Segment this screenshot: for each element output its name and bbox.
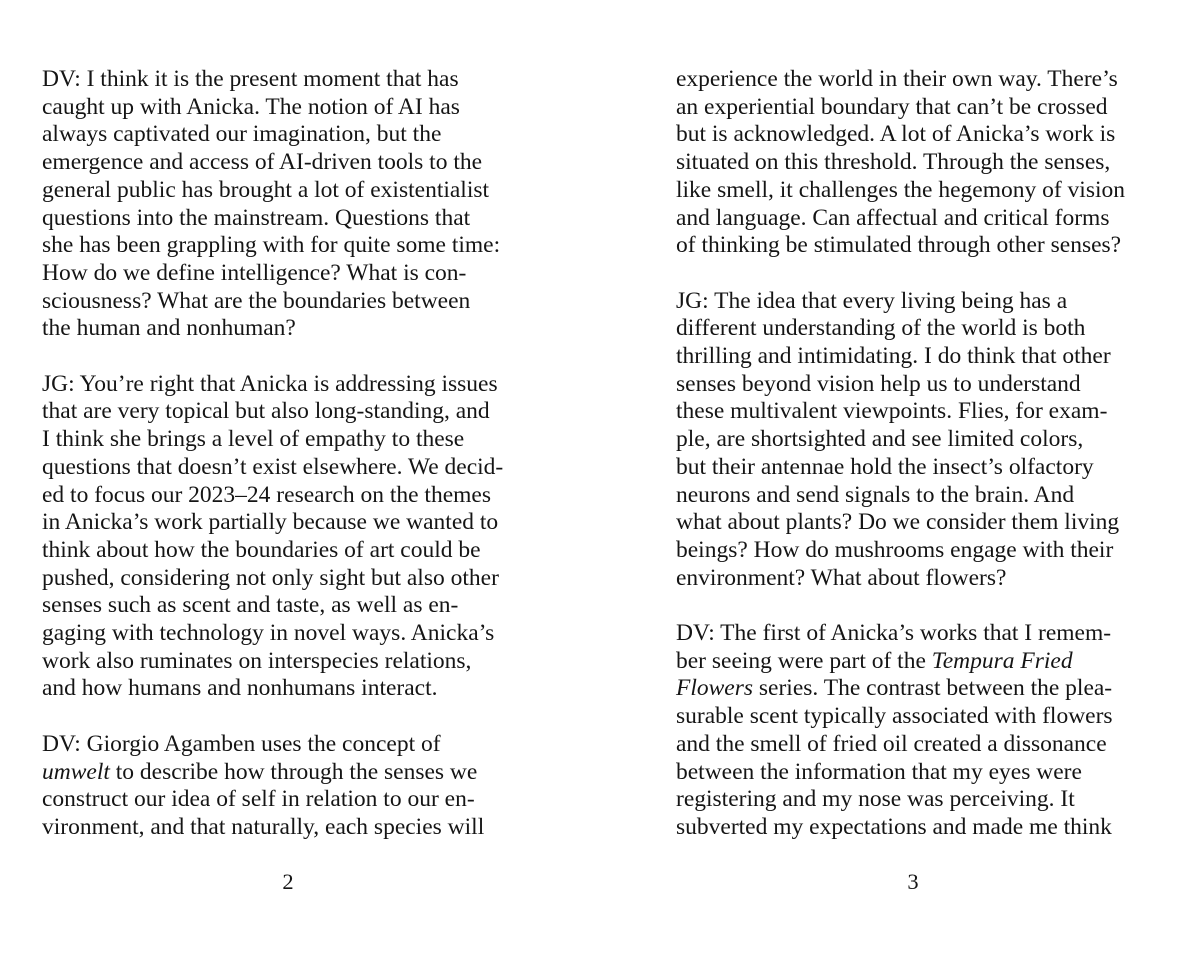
- paragraph-jg-1: JG: You’re right that Anicka is addressing issues that are very topical but also long-standing, and I think she brings a level of empathy to these questions that doesn’t exist elsewhere. We decid- ed to focus our 2023–24 research on the themes in Anicka’s work partially because we wanted to think about how the boundaries of art could be pushed, considering not only sight but also other senses such as scent and taste, as well as en- gaging with technology in novel ways. Anicka’s work also ruminates on interspecies relations, and how humans and nonhumans interact.: [42, 370, 504, 702]
- paragraph-dv-3: DV: The first of Anicka’s works that I remem- ber seeing were part of the Tempura Fried Flowers series. The contrast between the plea- surable scent typically associated with flowers and the smell of fried oil created a dissonance between the information that my eyes were registering and my nose was perceiving. It subverted my expectations and made me think: [676, 620, 1113, 840]
- page-number-left: 2: [282, 869, 294, 894]
- paragraph-dv-2: DV: Giorgio Agamben uses the concept of umwelt to describe how through the senses we construct our idea of self in relation to our en- vironment, and that naturally, each species will: [42, 730, 485, 840]
- page-number-right: 3: [907, 869, 919, 894]
- paragraph-dv-1: DV: I think it is the present moment that has caught up with Anicka. The notion of AI has always captivated our imagination, but the emergence and access of AI-driven tools to the general public has brought a lot of existentialist questions into the mainstream. Questions that she has been grappling with for quite some time: How do we define intelligence? What is con- sciousness? What are the boundaries between the human and nonhuman?: [42, 66, 501, 342]
- page-left-text-column: [42, 66, 542, 842]
- paragraph-jg-2: JG: The idea that every living being has a different understanding of the world is both thrilling and intimidating. I do think that other senses beyond vision help us to understand these multivalent viewpoints. Flies, for exam- ple, are shortsighted and see limited colors, but their antennae hold the insect’s olfactory neurons and send signals to the brain. And what about plants? Do we consider them living beings? How do mushrooms engage with their environment? What about flowers?: [676, 287, 1120, 591]
- paragraph-dv-1-continued: experience the world in their own way. There’s an experiential boundary that can’t be crossed but is acknowledged. A lot of Anicka’s work is situated on this threshold. Through the senses, like smell, it challenges the hegemony of vision and language. Can affectual and critical forms of thinking be stimulated through other senses?: [676, 66, 1126, 259]
- page-right-text-column: [676, 66, 1162, 842]
